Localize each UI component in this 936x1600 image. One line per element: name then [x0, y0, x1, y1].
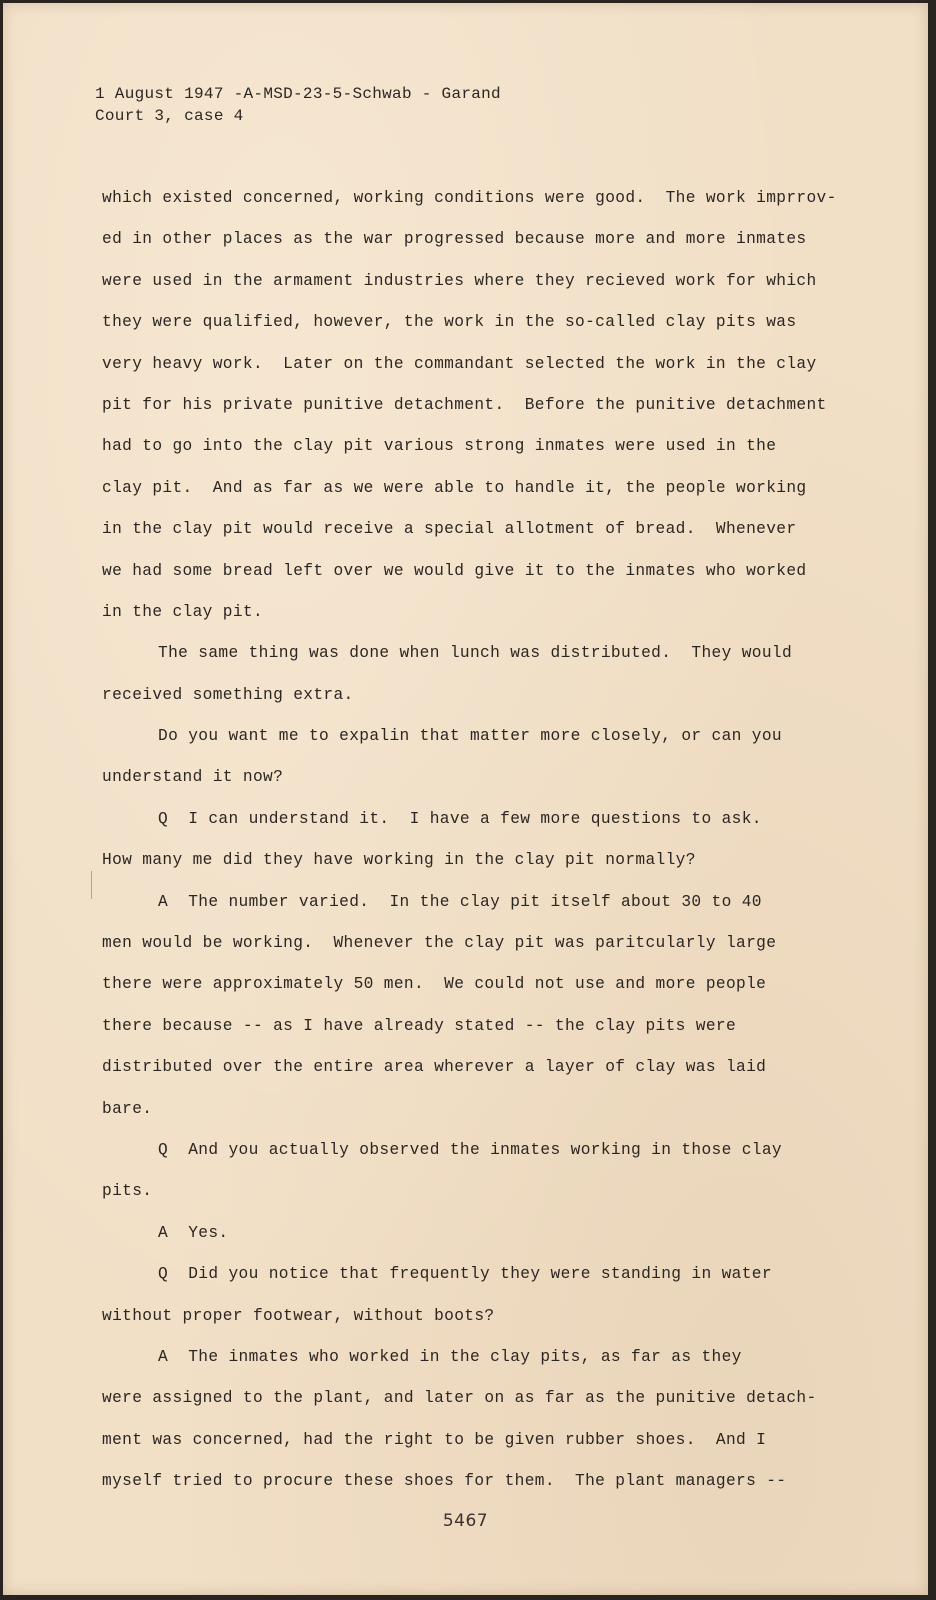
transcript-line: had to go into the clay pit various strong inmates were used in the [102, 437, 777, 456]
transcript-line: A Yes. [158, 1223, 229, 1242]
transcript-line: distributed over the entire area wherever a layer of clay was laid [102, 1058, 767, 1077]
transcript-line: Q And you actually observed the inmates working in those clay [158, 1140, 782, 1159]
transcript-body [102, 178, 847, 1503]
transcript-line: which existed concerned, working conditions were good. The work imprrov- [102, 189, 837, 207]
transcript-line: they were qualified, however, the work in the so-called clay pits was [102, 313, 797, 332]
transcript-line: there because -- as I have already stated -- the clay pits were [102, 1016, 737, 1035]
margin-mark [91, 871, 92, 899]
header-court-case: Court 3, case 4 [95, 107, 244, 125]
header-date-reference: 1 August 1947 -A-MSD-23-5-Schwab - Garand [95, 85, 501, 103]
transcript-line: bare. [102, 1099, 153, 1118]
transcript-line: in the clay pit. [102, 602, 264, 621]
transcript-line: were used in the armament industries where they recieved work for which [102, 271, 817, 290]
transcript-line: pits. [102, 1182, 153, 1201]
transcript-line: A The number varied. In the clay pit itself about 30 to 40 [158, 892, 762, 911]
transcript-line: pit for his private punitive detachment. Before the punitive detachment [102, 395, 827, 414]
transcript-line: How many me did they have working in the clay pit normally? [102, 851, 696, 870]
transcript-line: received something extra. [102, 685, 354, 704]
page-number: 5467 [442, 1511, 489, 1531]
document-header [95, 83, 501, 127]
transcript-line: clay pit. And as far as we were able to handle it, the people working [102, 478, 807, 497]
transcript-line: were assigned to the plant, and later on as far as the punitive detach- [102, 1389, 817, 1408]
transcript-line: very heavy work. Later on the commandant selected the work in the clay [102, 354, 817, 373]
transcript-line: Q Did you notice that frequently they were standing in water [158, 1265, 772, 1284]
transcript-line: without proper footwear, without boots? [102, 1306, 495, 1325]
transcript-line: ment was concerned, had the right to be given rubber shoes. And I [102, 1430, 767, 1449]
document-page [3, 3, 928, 1595]
transcript-line: we had some bread left over we would give it to the inmates who worked [102, 561, 807, 580]
transcript-line: there were approximately 50 men. We could not use and more people [102, 975, 767, 994]
transcript-line: The same thing was done when lunch was distributed. They would [158, 644, 793, 663]
transcript-line: myself tried to procure these shoes for them. The plant managers -- [102, 1472, 787, 1491]
transcript-line: understand it now? [102, 768, 284, 787]
transcript-line: in the clay pit would receive a special allotment of bread. Whenever [102, 520, 797, 539]
transcript-line: ed in other places as the war progressed because more and more inmates [102, 230, 807, 249]
transcript-line: men would be working. Whenever the clay pit was paritcularly large [102, 934, 777, 953]
transcript-line: Do you want me to expalin that matter more closely, or can you [158, 727, 782, 746]
transcript-line: A The inmates who worked in the clay pits, as far as they [158, 1347, 742, 1366]
transcript-line: Q I can understand it. I have a few more questions to ask. [158, 809, 762, 828]
